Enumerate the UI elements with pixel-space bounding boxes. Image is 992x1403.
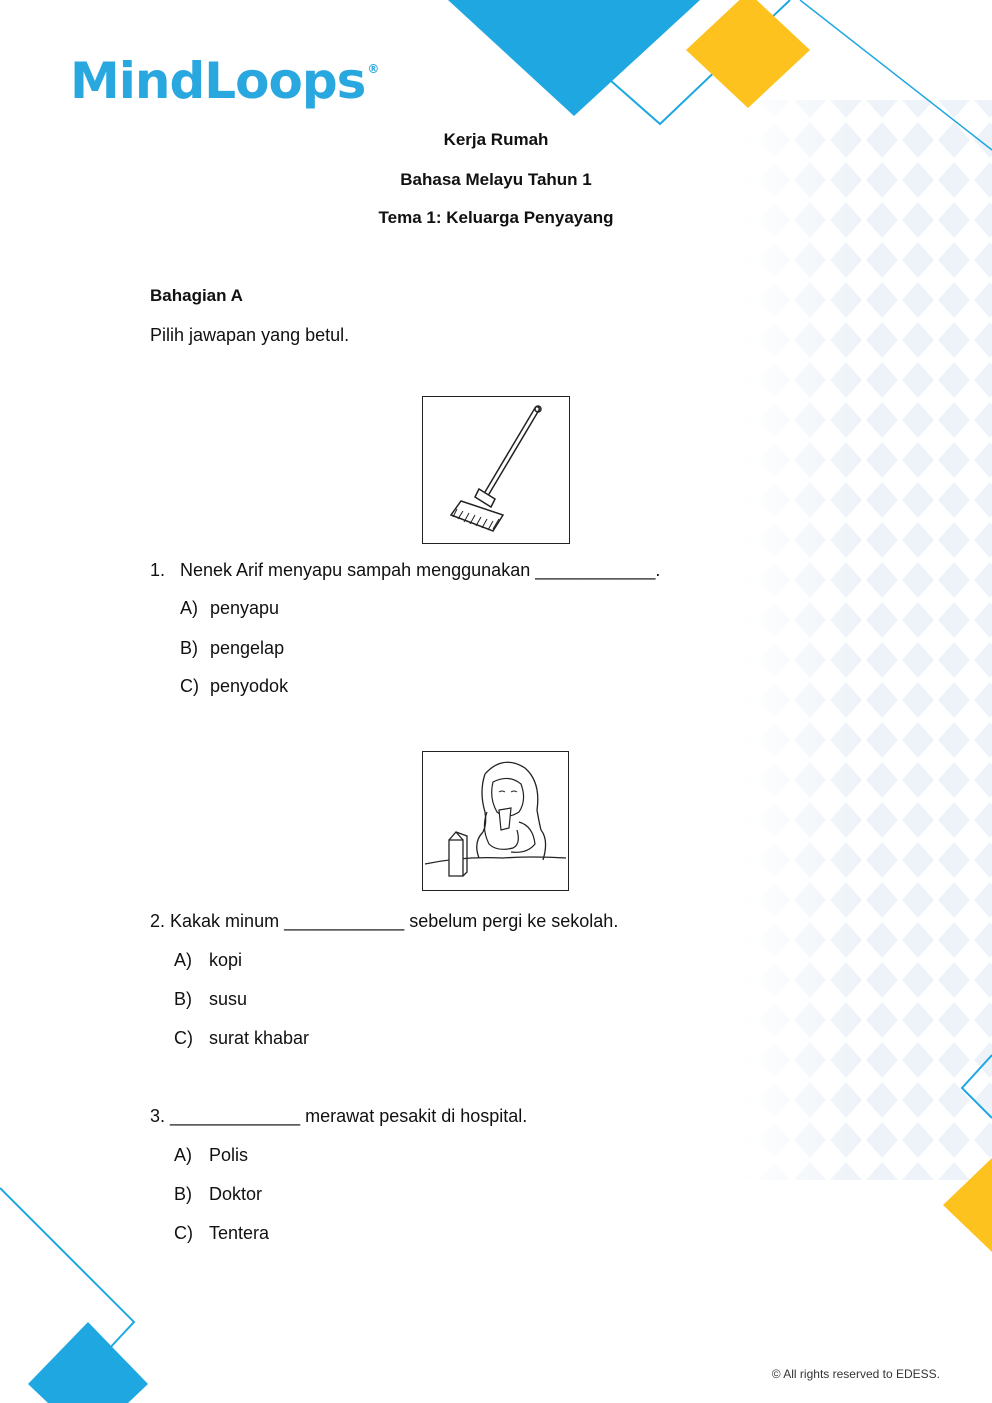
question-2-number: 2.: [150, 911, 166, 931]
option-text: susu: [209, 989, 248, 1009]
option-letter: A): [180, 598, 198, 618]
question-2-option-a[interactable]: [174, 950, 242, 971]
question-3-number: 3.: [150, 1106, 166, 1126]
question-3-option-b[interactable]: [174, 1184, 262, 1205]
girl-drinking-milk-icon: [423, 752, 568, 890]
question-1: [150, 560, 660, 581]
option-letter: C): [174, 1028, 193, 1048]
option-letter: C): [174, 1223, 193, 1243]
question-2-text: Kakak minum ____________ sebelum pergi ke sekolah.: [170, 911, 619, 931]
question-2: [150, 911, 618, 932]
question-1-option-c[interactable]: [180, 676, 288, 697]
option-text: surat khabar: [209, 1028, 310, 1048]
option-text: Doktor: [209, 1184, 263, 1204]
worksheet-title: Kerja Rumah: [443, 130, 549, 149]
question-1-image: [422, 396, 570, 544]
option-text: Tentera: [209, 1223, 270, 1243]
question-2-image: [422, 751, 569, 891]
question-3-text: _____________ merawat pesakit di hospital.: [170, 1106, 528, 1126]
broom-icon: [423, 397, 569, 543]
section-instruction: Pilih jawapan yang betul.: [150, 325, 350, 345]
option-text: penyodok: [210, 676, 289, 696]
question-3-option-c[interactable]: [174, 1223, 269, 1244]
question-2-option-b[interactable]: [174, 989, 247, 1010]
mindloops-logo: [70, 52, 378, 110]
top-yellow-diamond: [686, 0, 810, 108]
registered-mark: ®: [367, 62, 379, 76]
option-text: pengelap: [210, 638, 285, 658]
bottom-blue-diamond: [28, 1322, 148, 1403]
option-letter: B): [174, 989, 192, 1009]
option-text: penyapu: [210, 598, 280, 618]
option-letter: A): [174, 1145, 192, 1165]
option-letter: B): [174, 1184, 192, 1204]
question-3: [150, 1106, 527, 1127]
option-letter: A): [174, 950, 192, 970]
section-heading: Bahagian A: [150, 286, 243, 305]
logo-text: MindLoops: [70, 52, 366, 110]
question-1-text: Nenek Arif menyapu sampah menggunakan ____________.: [180, 560, 661, 580]
option-text: Polis: [209, 1145, 249, 1165]
option-text: kopi: [209, 950, 243, 970]
worksheet-subject: Bahasa Melayu Tahun 1: [400, 170, 592, 189]
top-blue-triangle: [448, 0, 700, 116]
copyright-footer: © All rights reserved to EDESS.: [771, 1367, 940, 1381]
question-1-number: 1.: [150, 560, 166, 580]
option-letter: C): [180, 676, 199, 696]
question-1-option-a[interactable]: [180, 598, 279, 619]
option-letter: B): [180, 638, 198, 658]
question-3-option-a[interactable]: [174, 1145, 248, 1166]
question-1-option-b[interactable]: [180, 638, 284, 659]
question-2-option-c[interactable]: [174, 1028, 309, 1049]
worksheet-theme: Tema 1: Keluarga Penyayang: [378, 208, 614, 227]
